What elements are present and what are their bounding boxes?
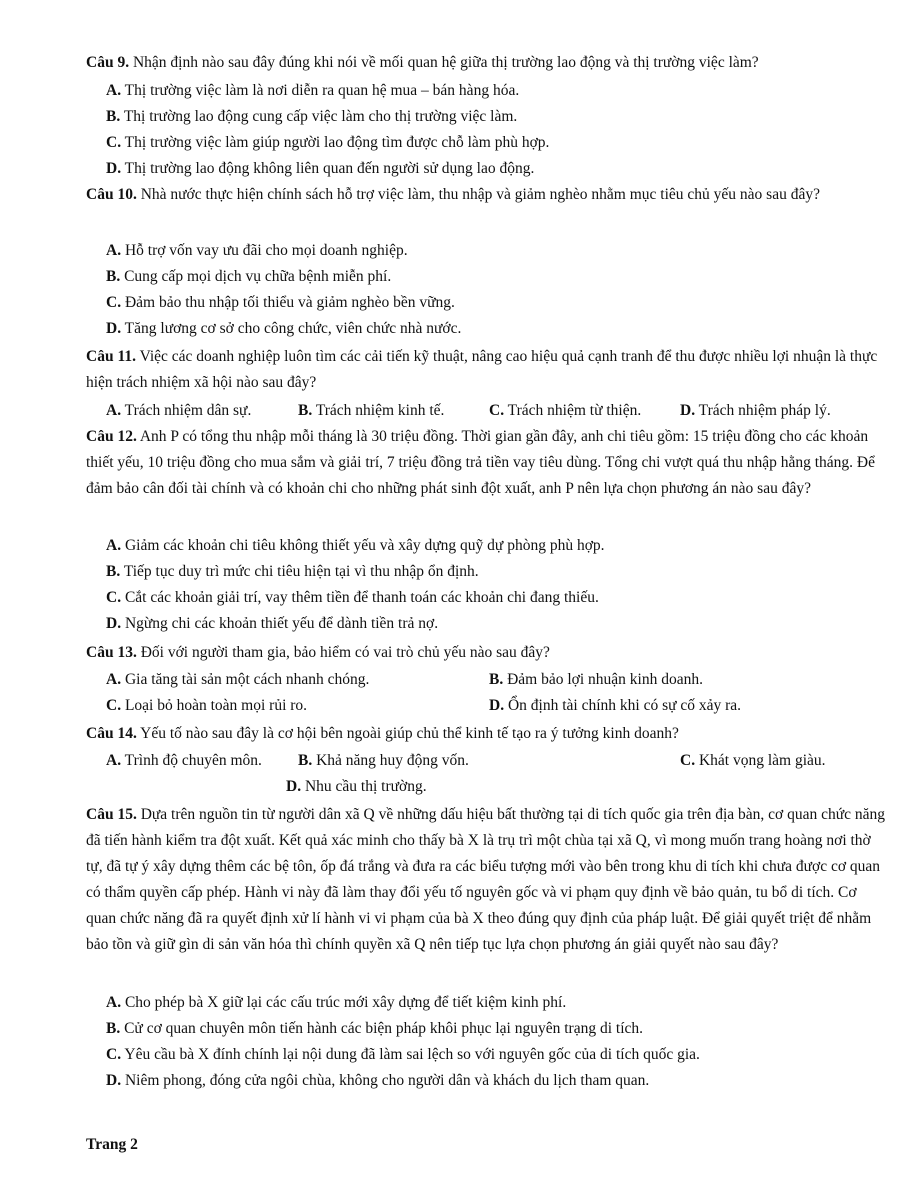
- question-11-stem: [86, 344, 886, 396]
- question-text: Dựa trên nguồn tin từ người dân xã Q về những dấu hiệu bất thường tại di tích quốc gia trên địa bàn, cơ quan chức năng đã tiến hành kiểm tra đột xuất. Kết quả xác minh cho thấy bà X là trụ trì một chùa tại xã Q, vì mong muốn trang hoàng nơi thờ tự, đã tự ý xây dựng thêm các bệ tôn, ốp đá trắng và đưa ra các biểu tượng mới vào bên trong khu di tích khi chưa được cơ quan có thẩm quyền cấp phép. Hành vi này đã làm thay đổi yếu tố nguyên gốc và vi phạm quy định về bảo quản, tu bổ di tích. Cơ quan chức năng đã ra quyết định xử lí hành vi vi phạm của bà X theo đúng quy định của pháp luật. Để giải quyết triệt để nhằm bảo tồn và giữ gìn di sản văn hóa thì chính quyền xã Q nên tiếp tục lựa chọn phương án giải quyết nào sau đây?: [86, 806, 886, 953]
- option-letter: A.: [106, 994, 122, 1011]
- option-letter: B.: [106, 563, 121, 580]
- option-letter: A.: [106, 752, 122, 769]
- option-text: Thị trường lao động cung cấp việc làm cho thị trường việc làm.: [120, 108, 518, 125]
- question-10-option-b: [106, 266, 391, 288]
- option-text: Ngừng chi các khoản thiết yếu để dành tiền trả nợ.: [121, 615, 439, 632]
- option-letter: A.: [106, 82, 122, 99]
- option-letter: C.: [106, 697, 122, 714]
- option-text: Yêu cầu bà X đính chính lại nội dung đã làm sai lệch so với nguyên gốc của di tích quốc gia.: [121, 1046, 700, 1063]
- question-9-option-d: [106, 158, 534, 180]
- option-letter: D.: [106, 320, 122, 337]
- option-text: Thị trường việc làm giúp người lao động tìm được chỗ làm phù hợp.: [121, 134, 550, 151]
- question-text: Nhà nước thực hiện chính sách hỗ trợ việc làm, thu nhập và giảm nghèo nhằm mục tiêu chủ yếu nào sau đây?: [136, 186, 820, 203]
- option-text: Gia tăng tài sản một cách nhanh chóng.: [121, 671, 370, 688]
- option-text: Giảm các khoản chi tiêu không thiết yếu và xây dựng quỹ dự phòng phù hợp.: [121, 537, 605, 554]
- question-13-option-b: [489, 669, 703, 691]
- option-text: Cung cấp mọi dịch vụ chữa bệnh miễn phí.: [120, 268, 392, 285]
- option-letter: C.: [489, 402, 505, 419]
- option-letter: C.: [106, 589, 122, 606]
- option-letter: A.: [106, 402, 122, 419]
- question-label: Câu 10.: [86, 186, 137, 203]
- option-text: Hỗ trợ vốn vay ưu đãi cho mọi doanh nghiệp.: [121, 242, 408, 259]
- question-14-option-b: [298, 750, 469, 772]
- option-letter: A.: [106, 537, 122, 554]
- option-text: Trình độ chuyên môn.: [121, 752, 262, 769]
- question-12-option-d: [106, 613, 438, 635]
- question-14-option-a: [106, 750, 262, 772]
- page-number: Trang 2: [86, 1136, 138, 1153]
- option-letter: D.: [106, 160, 122, 177]
- question-label: Câu 11.: [86, 348, 136, 365]
- option-letter: A.: [106, 242, 122, 259]
- question-11-option-b: [298, 400, 444, 422]
- question-13-option-d: [489, 695, 741, 717]
- question-label: Câu 9.: [86, 54, 130, 71]
- question-label: Câu 15.: [86, 806, 137, 823]
- question-15-option-a: [106, 992, 566, 1014]
- question-15-option-c: [106, 1044, 700, 1066]
- option-letter: D.: [489, 697, 505, 714]
- option-text: Trách nhiệm pháp lý.: [695, 402, 831, 419]
- question-13-option-a: [106, 669, 369, 691]
- option-letter: D.: [106, 615, 122, 632]
- question-14-stem: [86, 721, 886, 747]
- option-text: Trách nhiệm dân sự.: [121, 402, 252, 419]
- option-text: Tiếp tục duy trì mức chi tiêu hiện tại vì thu nhập ổn định.: [120, 563, 479, 580]
- option-letter: B.: [106, 1020, 121, 1037]
- option-text: Trách nhiệm kinh tế.: [312, 402, 445, 419]
- question-9-option-c: [106, 132, 549, 154]
- option-text: Đảm bảo lợi nhuận kinh doanh.: [503, 671, 703, 688]
- option-letter: B.: [106, 108, 121, 125]
- question-12-option-b: [106, 561, 479, 583]
- option-text: Thị trường việc làm là nơi diễn ra quan hệ mua – bán hàng hóa.: [121, 82, 520, 99]
- question-14-option-c: [680, 750, 826, 772]
- question-10-option-d: [106, 318, 461, 340]
- question-10-stem: [86, 182, 886, 208]
- question-text: Anh P có tổng thu nhập mỗi tháng là 30 triệu đồng. Thời gian gần đây, anh chi tiêu gồm: 15 triệu đồng cho các khoản thiết yếu, 10 triệu đồng cho mua sắm và giải trí, 7 triệu đồng trả tiền vay tiêu dùng. Tổng chi vượt quá thu nhập hằng tháng. Để đảm bảo cân đối tài chính và có khoản chi cho những phát sinh đột xuất, anh P nên lựa chọn phương án nào sau đây?: [86, 428, 875, 497]
- option-letter: B.: [106, 268, 121, 285]
- option-text: Niêm phong, đóng cửa ngôi chùa, không cho người dân và khách du lịch tham quan.: [121, 1072, 650, 1089]
- question-15-option-d: [106, 1070, 649, 1092]
- question-12-stem: [86, 424, 886, 502]
- option-letter: B.: [298, 402, 313, 419]
- option-text: Khả năng huy động vốn.: [312, 752, 469, 769]
- question-label: Câu 13.: [86, 644, 137, 661]
- option-text: Khát vọng làm giàu.: [695, 752, 826, 769]
- option-letter: C.: [106, 1046, 122, 1063]
- question-15-stem: [86, 802, 886, 958]
- question-12-option-a: [106, 535, 605, 557]
- option-letter: D.: [680, 402, 696, 419]
- question-14-option-d: [286, 776, 427, 798]
- option-letter: C.: [106, 294, 122, 311]
- question-10-option-a: [106, 240, 408, 262]
- option-text: Trách nhiệm từ thiện.: [504, 402, 642, 419]
- option-letter: A.: [106, 671, 122, 688]
- option-text: Đảm bảo thu nhập tối thiểu và giảm nghèo bền vững.: [121, 294, 455, 311]
- option-text: Tăng lương cơ sở cho công chức, viên chức nhà nước.: [121, 320, 462, 337]
- option-text: Ổn định tài chính khi có sự cố xảy ra.: [504, 697, 742, 714]
- option-text: Cử cơ quan chuyên môn tiến hành các biện pháp khôi phục lại nguyên trạng di tích.: [120, 1020, 644, 1037]
- option-text: Thị trường lao động không liên quan đến người sử dụng lao động.: [121, 160, 535, 177]
- question-10-option-c: [106, 292, 455, 314]
- question-12-option-c: [106, 587, 599, 609]
- option-letter: B.: [489, 671, 504, 688]
- option-letter: C.: [680, 752, 696, 769]
- question-text: Đối với người tham gia, bảo hiểm có vai trò chủ yếu nào sau đây?: [136, 644, 550, 661]
- question-11-option-d: [680, 400, 831, 422]
- option-letter: C.: [106, 134, 122, 151]
- option-text: Cho phép bà X giữ lại các cấu trúc mới xây dựng để tiết kiệm kinh phí.: [121, 994, 567, 1011]
- question-text: Nhận định nào sau đây đúng khi nói về mối quan hệ giữa thị trường lao động và thị trường việc làm?: [129, 54, 759, 71]
- question-15-option-b: [106, 1018, 643, 1040]
- option-text: Cắt các khoản giải trí, vay thêm tiền để thanh toán các khoản chi đang thiếu.: [121, 589, 599, 606]
- question-11-option-c: [489, 400, 641, 422]
- option-text: Loại bỏ hoàn toàn mọi rủi ro.: [121, 697, 308, 714]
- question-text: Yếu tố nào sau đây là cơ hội bên ngoài giúp chủ thể kinh tế tạo ra ý tưởng kinh doanh?: [136, 725, 679, 742]
- question-13-option-c: [106, 695, 307, 717]
- question-label: Câu 14.: [86, 725, 137, 742]
- option-letter: D.: [286, 778, 302, 795]
- question-9-stem: [86, 50, 886, 76]
- question-label: Câu 12.: [86, 428, 137, 445]
- option-letter: D.: [106, 1072, 122, 1089]
- question-text: Việc các doanh nghiệp luôn tìm các cải tiến kỹ thuật, nâng cao hiệu quả cạnh tranh để thu được nhiều lợi nhuận là thực hiện trách nhiệm xã hội nào sau đây?: [86, 348, 878, 391]
- question-9-option-a: [106, 80, 519, 102]
- question-13-stem: [86, 640, 886, 666]
- option-letter: B.: [298, 752, 313, 769]
- question-9-option-b: [106, 106, 517, 128]
- question-11-option-a: [106, 400, 251, 422]
- option-text: Nhu cầu thị trường.: [301, 778, 427, 795]
